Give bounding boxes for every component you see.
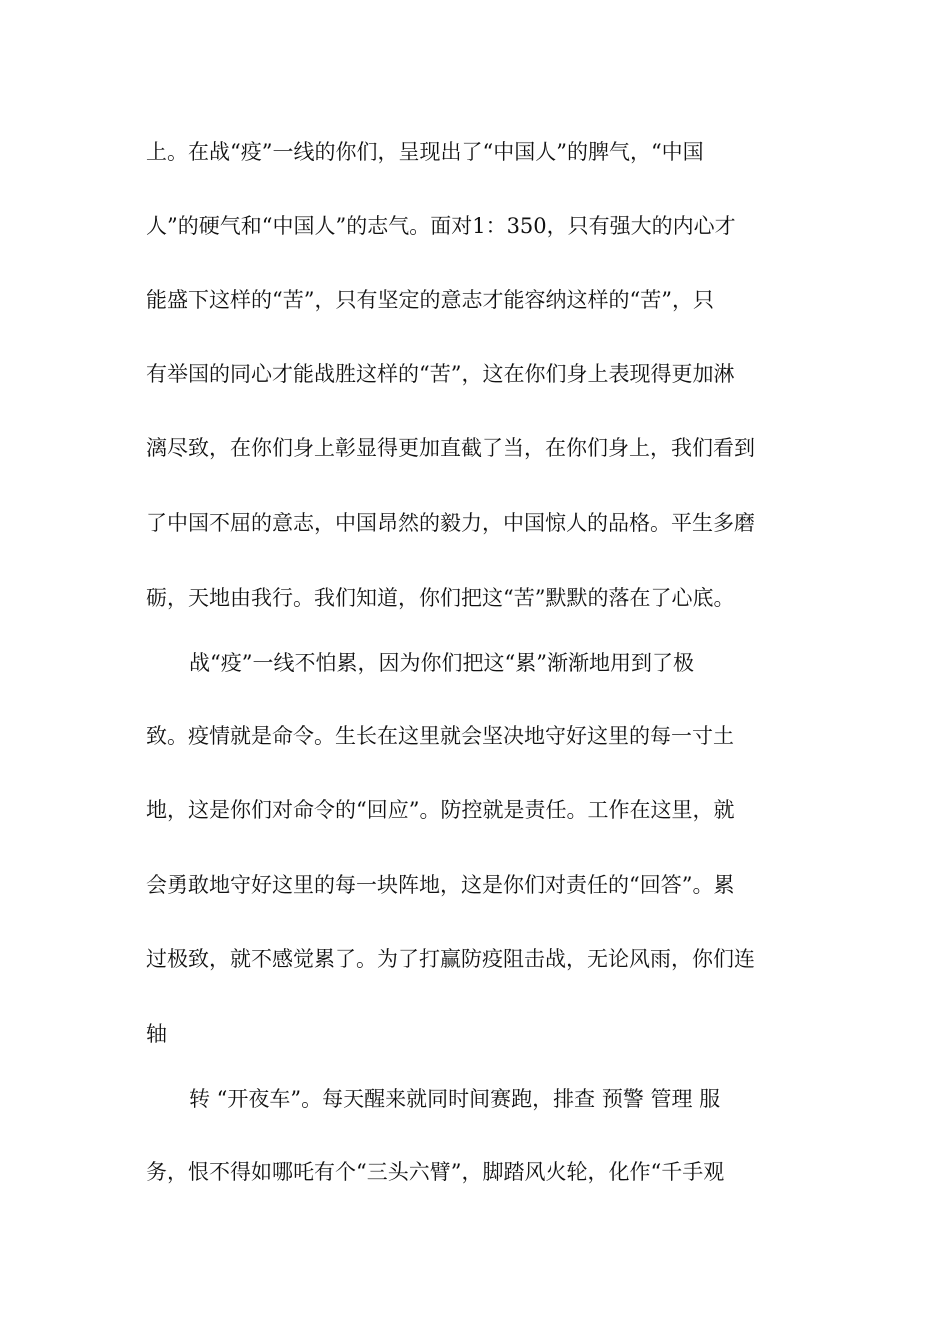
text-line: 致。疫情就是命令。生长在这里就会坚决地守好这里的每一寸土	[146, 724, 734, 748]
text-line: 轴	[146, 1022, 167, 1046]
text-line: 漓尽致，在你们身上彰显得更加直截了当，在你们身上，我们看到	[146, 436, 755, 460]
text-line: 会勇敢地守好这里的每一块阵地，这是你们对责任的“回答”。累	[146, 873, 735, 897]
text-line: 过极致，就不感觉累了。为了打赢防疫阻击战，无论风雨，你们连	[146, 947, 755, 971]
paragraph-first-line: 战“疫”一线不怕累，因为你们把这“累”渐渐地用到了极	[189, 651, 694, 675]
text-line: 人”的硬气和“中国人”的志气。面对1：350，只有强大的内心才	[146, 214, 736, 238]
text-line: 砺，天地由我行。我们知道，你们把这“苦”默默的落在了心底。	[146, 586, 735, 610]
text-line: 能盛下这样的“苦”，只有坚定的意志才能容纳这样的“苦”，只	[146, 288, 714, 312]
text-line: 有举国的同心才能战胜这样的“苦”，这在你们身上表现得更加淋	[146, 362, 735, 386]
text-line: 了中国不屈的意志，中国昂然的毅力，中国惊人的品格。平生多磨	[146, 511, 755, 535]
text-line: 地，这是你们对命令的“回应”。防控就是责任。工作在这里，就	[146, 798, 735, 822]
text-line: 务，恨不得如哪吒有个“三头六臂”，脚踏风火轮，化作“千手观	[146, 1160, 725, 1184]
text-line: 上。在战“疫”一线的你们，呈现出了“中国人”的脾气，“中国	[146, 140, 704, 164]
paragraph-first-line: 转 “开夜车”。每天醒来就同时间赛跑，排查 预警 管理 服	[189, 1087, 721, 1111]
